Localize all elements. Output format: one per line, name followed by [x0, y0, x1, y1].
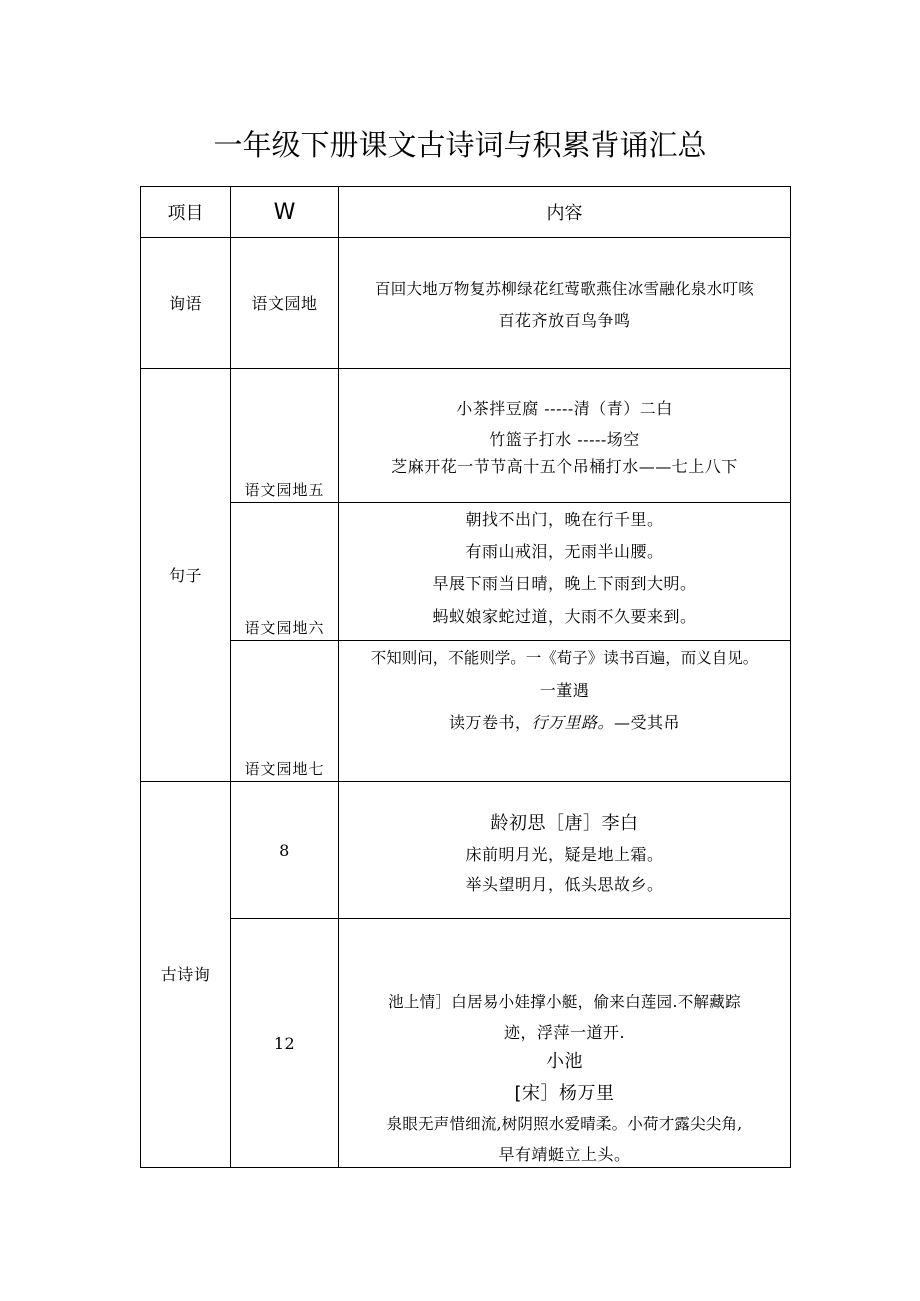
source-sentences-7 [231, 641, 338, 781]
poem-line: 泉眼无声惜细流,树阴照水爱晴柔。小荷才露尖尖角, [386, 1115, 743, 1133]
sentence-line: 竹篮子打水 -----场空 [489, 430, 640, 449]
poem-author: [宋］杨万里 [514, 1083, 615, 1104]
content-sentences-5 [339, 369, 790, 502]
poem-line: 举头望明月，低头思故乡。 [465, 875, 664, 894]
source-label: 语文园地五 [244, 481, 325, 499]
source-label: 语文园地六 [244, 619, 325, 637]
sentence-part: 行万里路。 [531, 713, 614, 732]
sentence-line [339, 707, 790, 738]
poem-number-12: 12 [273, 1033, 296, 1053]
poem-title: 龄初思［唐］李白 [490, 813, 639, 834]
idioms-line: 百花齐放百鸟争鸣 [498, 311, 631, 330]
content-sentences-6 [339, 503, 790, 640]
sentence-part: —受其吊 [614, 713, 681, 732]
sentence-line: 朝找不出门，晚在行千里。 [465, 510, 664, 529]
page-title: 一年级下册课文古诗词与积累背诵汇总 [213, 128, 707, 162]
poem-line: 床前明月光，疑是地上霜。 [465, 845, 664, 864]
poem-number-8: 8 [279, 840, 290, 860]
header-content: 内容 [546, 203, 583, 224]
table-border-bottom [140, 1167, 791, 1168]
sentence-line: 有雨山戒泪，无雨半山腰。 [465, 542, 664, 561]
source-sentences-5 [231, 369, 338, 502]
sentence-line: 早展下雨当日晴，晚上下雨到大明。 [432, 574, 697, 593]
source-label: 语文园地七 [244, 760, 325, 778]
sentence-line: 芝麻开花一节节高十五个吊桶打水——七上八下 [391, 457, 738, 476]
header-w: W [273, 199, 296, 225]
content-poem-1 [339, 782, 790, 918]
source-sentences-6 [231, 503, 338, 640]
category-idioms: 询语 [168, 293, 202, 313]
sentence-line: 蚂蚁娘家蛇过道，大雨不久要来到。 [432, 607, 697, 626]
idioms-line: 百回大地万物复苏柳绿花红莺歌燕住冰雪融化泉水叮咳 [374, 280, 755, 298]
content-poem-2 [339, 919, 790, 1167]
category-poems: 古诗询 [160, 965, 211, 984]
poem-title: 小池 [546, 1051, 583, 1072]
sentence-attribution: 一董遇 [539, 681, 590, 700]
poem-intro: 迹，浮萍一道开. [503, 1023, 626, 1042]
category-sentences: 句子 [168, 565, 202, 585]
sentence-line: 小茶拌豆腐 -----清（青）二白 [456, 399, 673, 418]
table-border-right [790, 186, 791, 1168]
poem-intro: 池上情］白居易小娃撑小艇，偷来白莲园.不解藏踪 [388, 993, 741, 1011]
header-item: 项目 [167, 203, 204, 224]
content-idioms [339, 238, 790, 368]
poem-line: 早有靖蜓立上头。 [498, 1145, 631, 1164]
sentence-line: 不知则问，不能则学。一《荀子》读书百遍，而义自见。 [370, 649, 759, 667]
content-sentences-7 [339, 641, 790, 781]
source-idioms: 语文园地 [251, 293, 318, 313]
sentence-part: 读万卷书， [448, 713, 532, 732]
